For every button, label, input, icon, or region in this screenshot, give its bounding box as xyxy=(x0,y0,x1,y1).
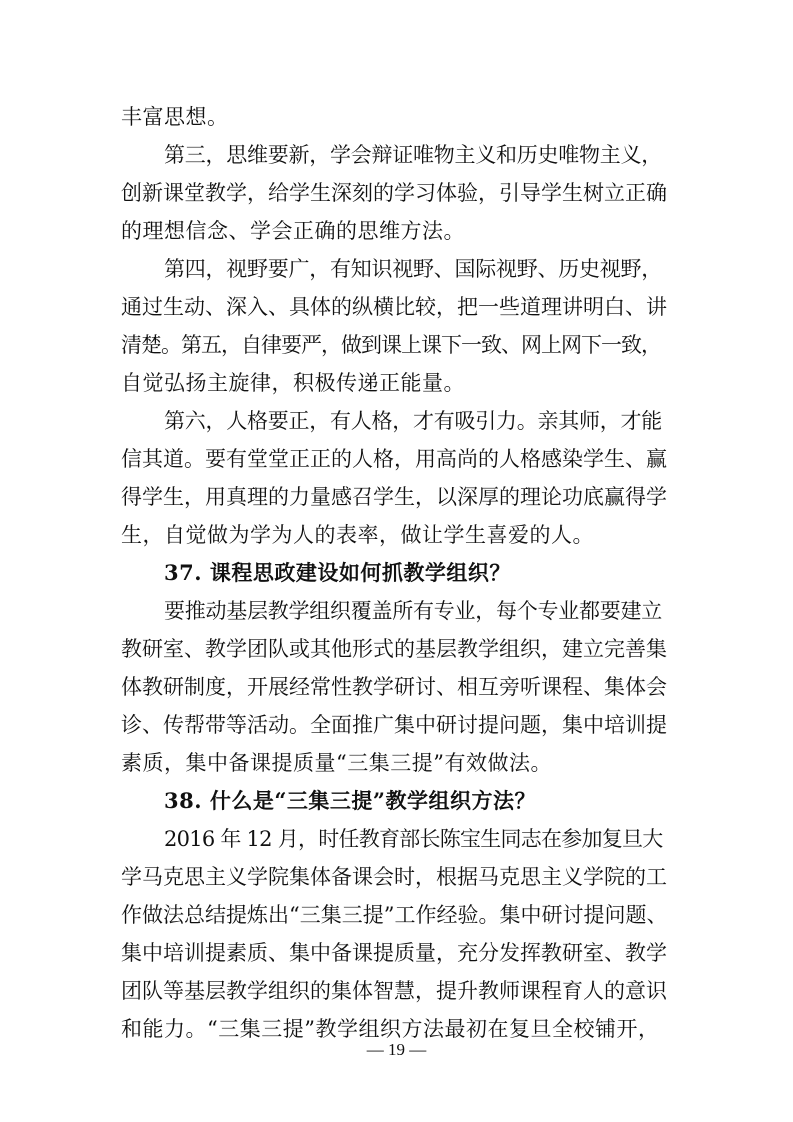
text-line: 生，自觉做为学为人的表率，做让学生喜爱的人。 xyxy=(121,523,594,547)
text-line: 清楚。第五，自律要严，做到课上课下一致、网上网下一致， xyxy=(121,333,661,357)
section-heading: 37. 课程思政建设如何抓教学组织？ xyxy=(164,560,511,585)
page-number: — 19 — xyxy=(366,1040,427,1059)
text-line: 通过生动、深入、具体的纵横比较，把一些道理讲明白、讲 xyxy=(121,295,667,319)
text-line: 学马克思主义学院集体备课会时，根据马克思主义学院的工 xyxy=(121,865,667,889)
text-line: 2016 年 12 月，时任教育部长陈宝生同志在参加复旦大 xyxy=(164,827,663,851)
text-line: 丰富思想。 xyxy=(121,105,229,129)
section-heading: 38. 什么是“三集三提”教学组织方法？ xyxy=(164,788,537,813)
text-line: 诊、传帮带等活动。全面推广集中研讨提问题，集中培训提 xyxy=(121,713,667,737)
text-line: 团队等基层教学组织的集体智慧，提升教师课程育人的意识 xyxy=(121,979,667,1003)
document-body xyxy=(121,98,666,1048)
text-line: 集中培训提素质、集中备课提质量，充分发挥教研室、教学 xyxy=(121,941,667,965)
text-line: 体教研制度，开展经常性教学研讨、相互旁听课程、集体会 xyxy=(121,675,667,699)
text-line: 第六，人格要正，有人格，才有吸引力。亲其师，才能 xyxy=(164,409,662,433)
text-line: 信其道。要有堂堂正正的人格，用高尚的人格感染学生、赢 xyxy=(121,447,667,471)
text-line: 的理想信念、学会正确的思维方法。 xyxy=(121,219,465,243)
text-line: 要推动基层教学组织覆盖所有专业，每个专业都要建立 xyxy=(164,599,662,623)
text-line: 和能力。“三集三提”教学组织方法最初在复旦全校铺开， xyxy=(121,1017,660,1041)
text-line: 素质，集中备课提质量“三集三提”有效做法。 xyxy=(121,751,552,775)
text-line: 第三，思维要新，学会辩证唯物主义和历史唯物主义， xyxy=(164,143,662,167)
text-line: 教研室、教学团队或其他形式的基层教学组织，建立完善集 xyxy=(121,637,667,661)
text-line: 自觉弘扬主旋律，积极传递正能量。 xyxy=(121,371,465,395)
text-line: 得学生，用真理的力量感召学生，以深厚的理论功底赢得学 xyxy=(121,485,667,509)
text-line: 作做法总结提炼出“三集三提”工作经验。集中研讨提问题、 xyxy=(121,903,668,927)
text-line: 创新课堂教学，给学生深刻的学习体验，引导学生树立正确 xyxy=(121,181,667,205)
text-line: 第四，视野要广，有知识视野、国际视野、历史视野， xyxy=(164,257,662,281)
